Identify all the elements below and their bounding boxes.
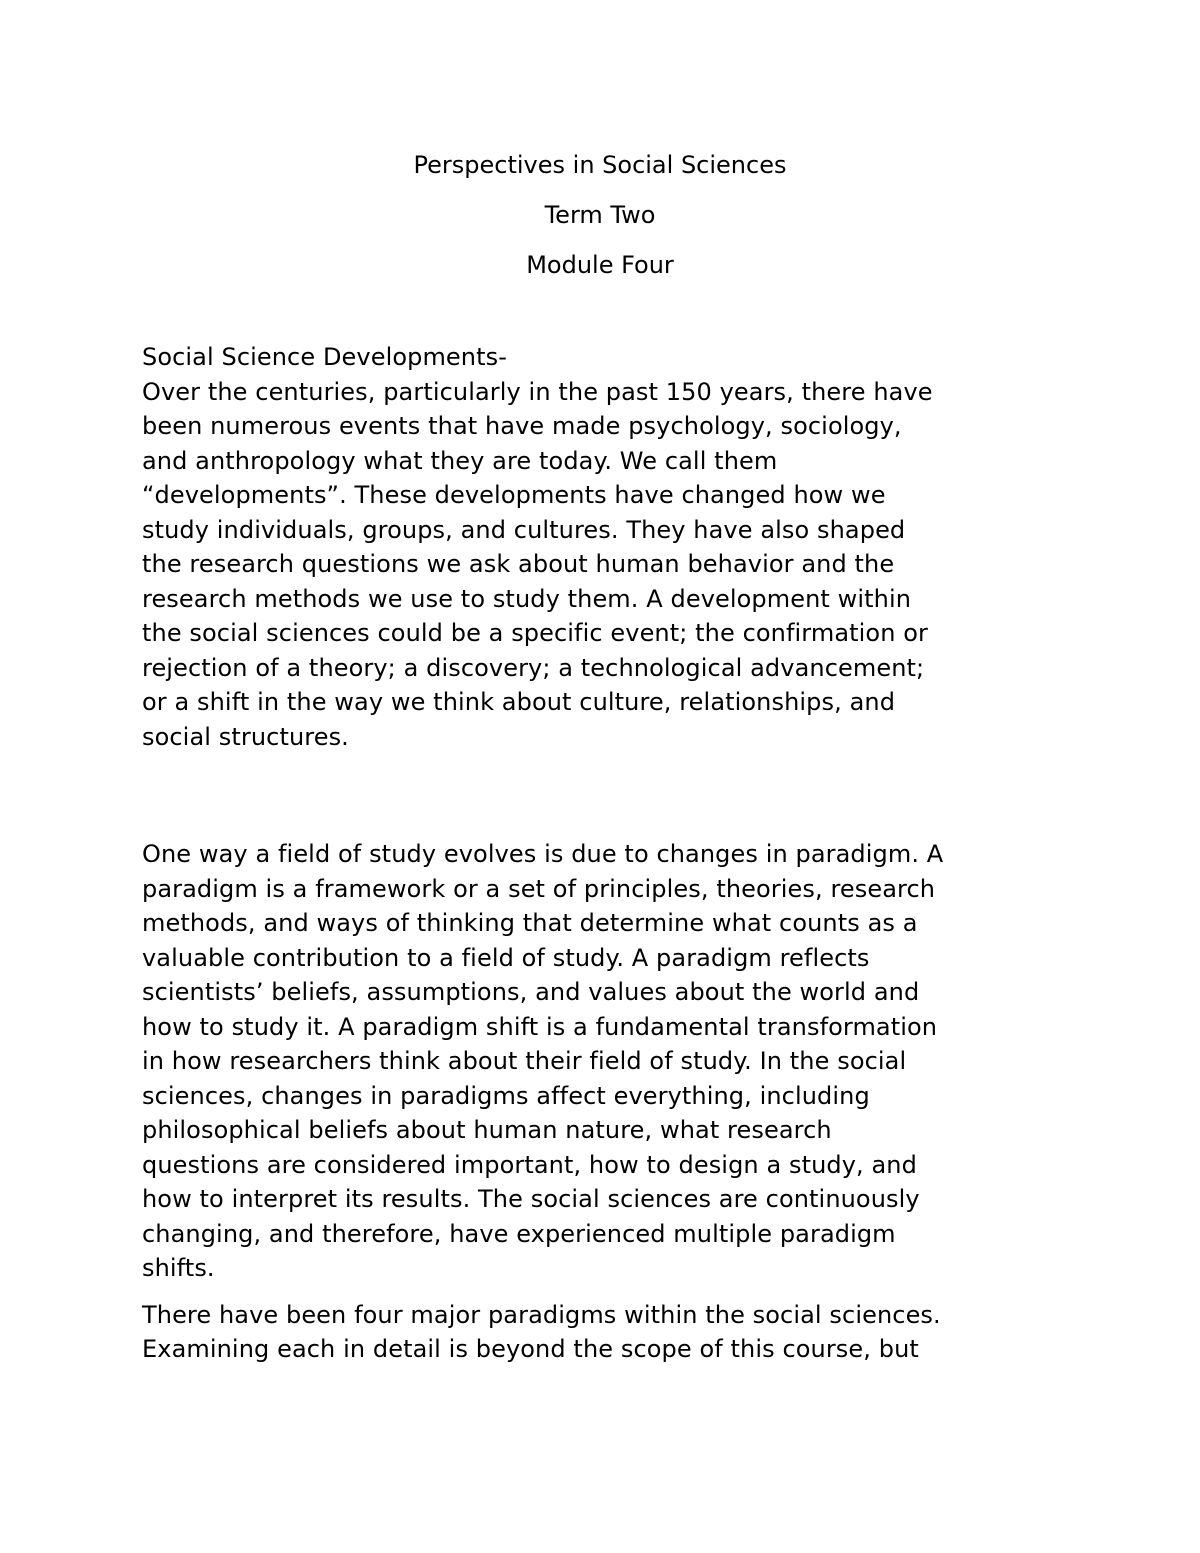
paragraph-developments: Over the centuries, particularly in the past 150 years, there have been numerous events that have made psychology, sociology, and anthropology what they are today. We call them “developments”. These developments have changed how we study individuals, groups, and cultures. They have also shaped the research questions we ask about human behavior and the research methods we use to study them. A development within the social sciences could be a specific event; the confirmation or rejection of a theory; a discovery; a technological advancement; or a shift in the way we think about culture, relationships, and social structures. (142, 377, 933, 751)
module-label: Module Four (526, 251, 674, 279)
term-label: Term Two (544, 201, 656, 229)
section-heading: Social Science Developments- (142, 343, 507, 371)
course-title: Perspectives in Social Sciences (413, 151, 787, 179)
paragraph-gap (142, 754, 1072, 837)
document-body (142, 340, 1072, 1367)
paragraph-four-paradigms: There have been four major paradigms within the social sciences. Examining each in detail is beyond the scope of this course, but (142, 1300, 941, 1363)
paragraph-paradigm: One way a field of study evolves is due to changes in paradigm. A paradigm is a framework or a set of principles, theories, research methods, and ways of thinking that determine what counts as a valuable contribution to a field of study. A paradigm reflects scientists’ beliefs, assumptions, and values about the world and how to study it. A paradigm shift is a fundamental transformation in how researchers think about their field of study. In the social sciences, changes in paradigms affect everything, including philosophical beliefs about human nature, what research questions are considered important, how to design a study, and how to interpret its results. The social sciences are continuously changing, and therefore, have experienced multiple paradigm shifts. (142, 840, 944, 1282)
document-header (0, 140, 1200, 290)
